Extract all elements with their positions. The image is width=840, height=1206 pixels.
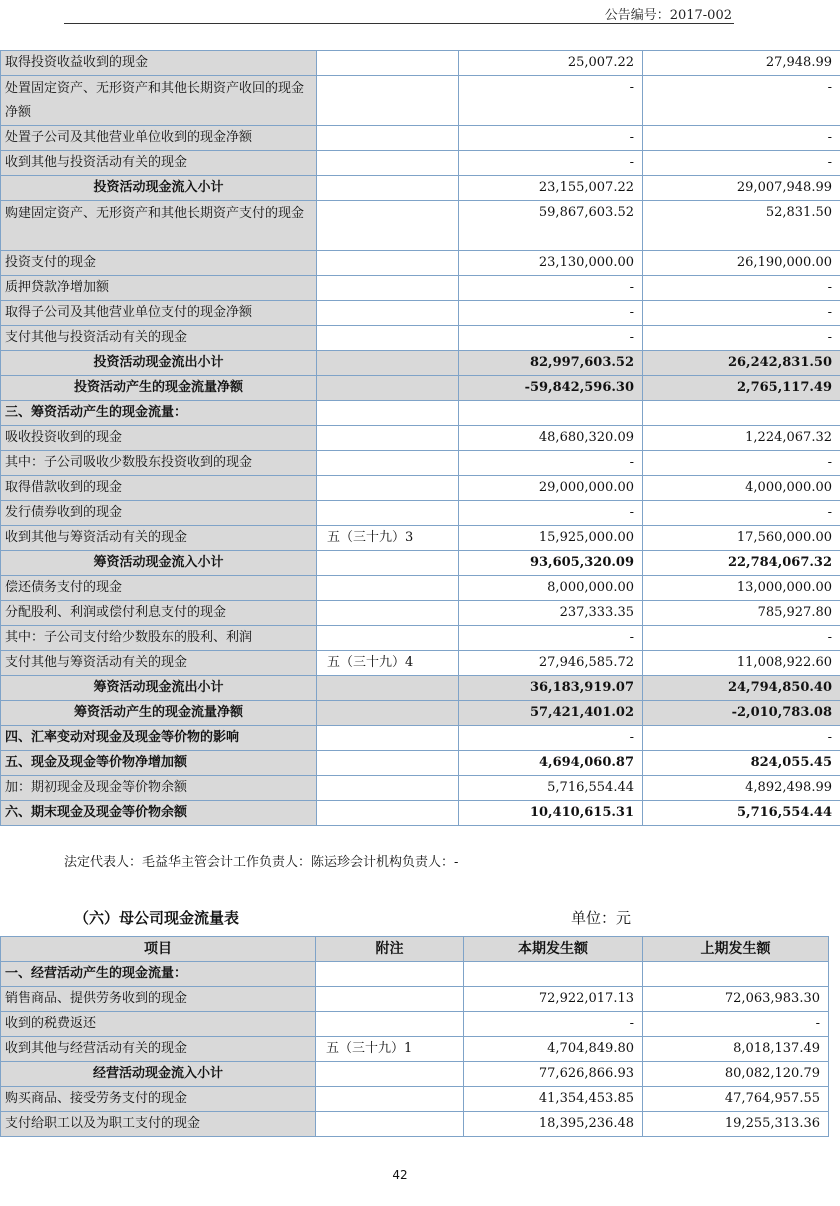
parent-cash-flow-table: [0, 936, 829, 1137]
row-note: [317, 151, 459, 176]
previous-amount: 8,018,137.49: [643, 1037, 829, 1062]
unit-label: 单位：元: [571, 909, 632, 927]
current-amount: 4,704,849.80: [464, 1037, 643, 1062]
previous-amount: 52,831.50: [643, 201, 840, 251]
previous-amount: [643, 401, 840, 426]
row-note: [317, 801, 459, 826]
table-row: [1, 451, 840, 476]
table-row: [1, 51, 840, 76]
row-label: 收到的税费返还: [1, 1012, 316, 1037]
previous-amount: 47,764,957.55: [643, 1087, 829, 1112]
current-amount: 4,694,060.87: [459, 751, 643, 776]
table-row: [1, 551, 840, 576]
row-label: 投资活动产生的现金流量净额: [1, 376, 317, 401]
row-label: 处置固定资产、无形资产和其他长期资产收回的现金净额: [1, 76, 317, 126]
cash-flow-table-body: [1, 51, 840, 826]
previous-amount: 13,000,000.00: [643, 576, 840, 601]
row-label: 收到其他与投资活动有关的现金: [1, 151, 317, 176]
page-number: 42: [392, 1168, 408, 1182]
row-label: 筹资活动产生的现金流量净额: [1, 701, 317, 726]
table-row: [1, 1112, 829, 1137]
signature-line: 法定代表人：毛益华主管会计工作负责人：陈运珍会计机构负责人：-: [64, 855, 459, 870]
table-row: [1, 751, 840, 776]
previous-amount: 27,948.99: [643, 51, 840, 76]
previous-amount: 22,784,067.32: [643, 551, 840, 576]
row-label: 支付其他与筹资活动有关的现金: [1, 651, 317, 676]
table-row: [1, 501, 840, 526]
row-note: [317, 751, 459, 776]
table-row: [1, 962, 829, 987]
current-amount: 27,946,585.72: [459, 651, 643, 676]
previous-amount: 19,255,313.36: [643, 1112, 829, 1137]
table-row: [1, 676, 840, 701]
current-amount: -: [459, 151, 643, 176]
table-row: [1, 126, 840, 151]
previous-amount: 17,560,000.00: [643, 526, 840, 551]
row-label: 投资活动现金流入小计: [1, 176, 317, 201]
previous-amount: [643, 962, 829, 987]
row-label: 筹资活动现金流出小计: [1, 676, 317, 701]
row-label: 其中：子公司支付给少数股东的股利、利润: [1, 626, 317, 651]
table-row: [1, 651, 840, 676]
header-note: 附注: [316, 937, 464, 962]
current-amount: 82,997,603.52: [459, 351, 643, 376]
current-amount: 29,000,000.00: [459, 476, 643, 501]
parent-cash-flow-table-body: [1, 962, 829, 1137]
previous-amount: 11,008,922.60: [643, 651, 840, 676]
table-row: [1, 376, 840, 401]
row-note: [317, 726, 459, 751]
row-label: 一、经营活动产生的现金流量：: [1, 962, 316, 987]
previous-amount: -: [643, 451, 840, 476]
table-row: [1, 776, 840, 801]
current-amount: 15,925,000.00: [459, 526, 643, 551]
table-header-row: [1, 937, 829, 962]
row-note: [317, 576, 459, 601]
current-amount: 59,867,603.52: [459, 201, 643, 251]
row-note: 五（三十九）3: [317, 526, 459, 551]
row-label: 四、汇率变动对现金及现金等价物的影响: [1, 726, 317, 751]
row-label: 购建固定资产、无形资产和其他长期资产支付的现金: [1, 201, 317, 251]
row-label: 六、期末现金及现金等价物余额: [1, 801, 317, 826]
table-row: [1, 626, 840, 651]
row-label: 其中：子公司吸收少数股东投资收到的现金: [1, 451, 317, 476]
header-rule: [64, 23, 734, 24]
table-row: [1, 426, 840, 451]
header-item: 项目: [1, 937, 316, 962]
current-amount: 5,716,554.44: [459, 776, 643, 801]
row-note: [317, 551, 459, 576]
current-amount: 41,354,453.85: [464, 1087, 643, 1112]
row-note: [317, 176, 459, 201]
previous-amount: -: [643, 126, 840, 151]
row-label: 收到其他与筹资活动有关的现金: [1, 526, 317, 551]
row-label: 支付其他与投资活动有关的现金: [1, 326, 317, 351]
previous-amount: -: [643, 76, 840, 126]
previous-amount: -: [643, 326, 840, 351]
current-amount: -: [459, 726, 643, 751]
table-row: [1, 1037, 829, 1062]
table-row: [1, 576, 840, 601]
table-row: [1, 401, 840, 426]
row-label: 取得投资收益收到的现金: [1, 51, 317, 76]
row-note: [317, 326, 459, 351]
row-label: 筹资活动现金流入小计: [1, 551, 317, 576]
row-note: [317, 276, 459, 301]
current-amount: -: [459, 626, 643, 651]
previous-amount: 1,224,067.32: [643, 426, 840, 451]
table-row: [1, 326, 840, 351]
row-label: 质押贷款净增加额: [1, 276, 317, 301]
table-row: [1, 701, 840, 726]
row-note: [317, 351, 459, 376]
table-row: [1, 251, 840, 276]
current-amount: 77,626,866.93: [464, 1062, 643, 1087]
table-row: [1, 276, 840, 301]
previous-amount: -: [643, 501, 840, 526]
table-row: [1, 1087, 829, 1112]
table-row: [1, 176, 840, 201]
row-label: 五、现金及现金等价物净增加额: [1, 751, 317, 776]
previous-amount: -2,010,783.08: [643, 701, 840, 726]
row-label: 处置子公司及其他营业单位收到的现金净额: [1, 126, 317, 151]
current-amount: [459, 401, 643, 426]
row-note: [317, 301, 459, 326]
row-label: 三、筹资活动产生的现金流量：: [1, 401, 317, 426]
current-amount: [464, 962, 643, 987]
row-note: [316, 1087, 464, 1112]
row-note: [317, 501, 459, 526]
row-note: [317, 676, 459, 701]
previous-amount: -: [643, 276, 840, 301]
previous-amount: 26,242,831.50: [643, 351, 840, 376]
current-amount: -: [459, 451, 643, 476]
row-note: [317, 451, 459, 476]
section-title: （六）母公司现金流量表: [74, 909, 240, 927]
previous-amount: -: [643, 726, 840, 751]
row-note: [316, 1012, 464, 1037]
row-note: [317, 201, 459, 251]
current-amount: 237,333.35: [459, 601, 643, 626]
current-amount: 57,421,401.02: [459, 701, 643, 726]
row-note: [317, 126, 459, 151]
previous-amount: 26,190,000.00: [643, 251, 840, 276]
current-amount: 23,155,007.22: [459, 176, 643, 201]
row-note: [317, 426, 459, 451]
row-note: [317, 401, 459, 426]
row-label: 投资支付的现金: [1, 251, 317, 276]
previous-amount: 785,927.80: [643, 601, 840, 626]
previous-amount: 80,082,120.79: [643, 1062, 829, 1087]
previous-amount: 29,007,948.99: [643, 176, 840, 201]
current-amount: -59,842,596.30: [459, 376, 643, 401]
previous-amount: 5,716,554.44: [643, 801, 840, 826]
row-label: 购买商品、接受劳务支付的现金: [1, 1087, 316, 1112]
previous-amount: 4,892,498.99: [643, 776, 840, 801]
previous-amount: 72,063,983.30: [643, 987, 829, 1012]
row-label: 吸收投资收到的现金: [1, 426, 317, 451]
row-note: [317, 376, 459, 401]
current-amount: -: [459, 326, 643, 351]
current-amount: 36,183,919.07: [459, 676, 643, 701]
row-note: [317, 776, 459, 801]
table-row: [1, 151, 840, 176]
current-amount: 93,605,320.09: [459, 551, 643, 576]
table-row: [1, 601, 840, 626]
table-row: [1, 987, 829, 1012]
table-row: [1, 1012, 829, 1037]
previous-amount: 2,765,117.49: [643, 376, 840, 401]
table-row: [1, 301, 840, 326]
current-amount: 25,007.22: [459, 51, 643, 76]
table-row: [1, 526, 840, 551]
previous-amount: -: [643, 301, 840, 326]
previous-amount: 824,055.45: [643, 751, 840, 776]
current-amount: -: [459, 501, 643, 526]
previous-amount: -: [643, 1012, 829, 1037]
announcement-code: 公告编号：2017-002: [604, 8, 732, 23]
current-amount: 23,130,000.00: [459, 251, 643, 276]
row-note: [317, 476, 459, 501]
current-amount: -: [459, 301, 643, 326]
header-current: 本期发生额: [464, 937, 643, 962]
current-amount: -: [459, 276, 643, 301]
row-label: 分配股利、利润或偿付利息支付的现金: [1, 601, 317, 626]
row-label: 加：期初现金及现金等价物余额: [1, 776, 317, 801]
table-row: [1, 201, 840, 251]
row-label: 经营活动现金流入小计: [1, 1062, 316, 1087]
current-amount: 72,922,017.13: [464, 987, 643, 1012]
cash-flow-table-continued: [0, 50, 840, 826]
current-amount: 10,410,615.31: [459, 801, 643, 826]
previous-amount: -: [643, 626, 840, 651]
current-amount: 8,000,000.00: [459, 576, 643, 601]
current-amount: -: [464, 1012, 643, 1037]
row-note: [316, 987, 464, 1012]
row-note: [317, 601, 459, 626]
row-note: [317, 76, 459, 126]
row-label: 销售商品、提供劳务收到的现金: [1, 987, 316, 1012]
row-note: 五（三十九）4: [317, 651, 459, 676]
current-amount: 18,395,236.48: [464, 1112, 643, 1137]
row-label: 收到其他与经营活动有关的现金: [1, 1037, 316, 1062]
table-row: [1, 76, 840, 126]
row-note: [316, 1112, 464, 1137]
row-label: 偿还债务支付的现金: [1, 576, 317, 601]
row-note: [317, 51, 459, 76]
previous-amount: -: [643, 151, 840, 176]
current-amount: -: [459, 76, 643, 126]
previous-amount: 4,000,000.00: [643, 476, 840, 501]
current-amount: -: [459, 126, 643, 151]
row-label: 支付给职工以及为职工支付的现金: [1, 1112, 316, 1137]
row-note: [316, 1062, 464, 1087]
table-row: [1, 351, 840, 376]
row-note: [317, 626, 459, 651]
row-note: 五（三十九）1: [316, 1037, 464, 1062]
row-label: 取得子公司及其他营业单位支付的现金净额: [1, 301, 317, 326]
row-label: 发行债券收到的现金: [1, 501, 317, 526]
header-previous: 上期发生额: [643, 937, 829, 962]
row-label: 取得借款收到的现金: [1, 476, 317, 501]
row-note: [317, 701, 459, 726]
table-row: [1, 476, 840, 501]
row-label: 投资活动现金流出小计: [1, 351, 317, 376]
current-amount: 48,680,320.09: [459, 426, 643, 451]
table-row: [1, 801, 840, 826]
previous-amount: 24,794,850.40: [643, 676, 840, 701]
table-row: [1, 726, 840, 751]
row-note: [317, 251, 459, 276]
table-row: [1, 1062, 829, 1087]
row-note: [316, 962, 464, 987]
